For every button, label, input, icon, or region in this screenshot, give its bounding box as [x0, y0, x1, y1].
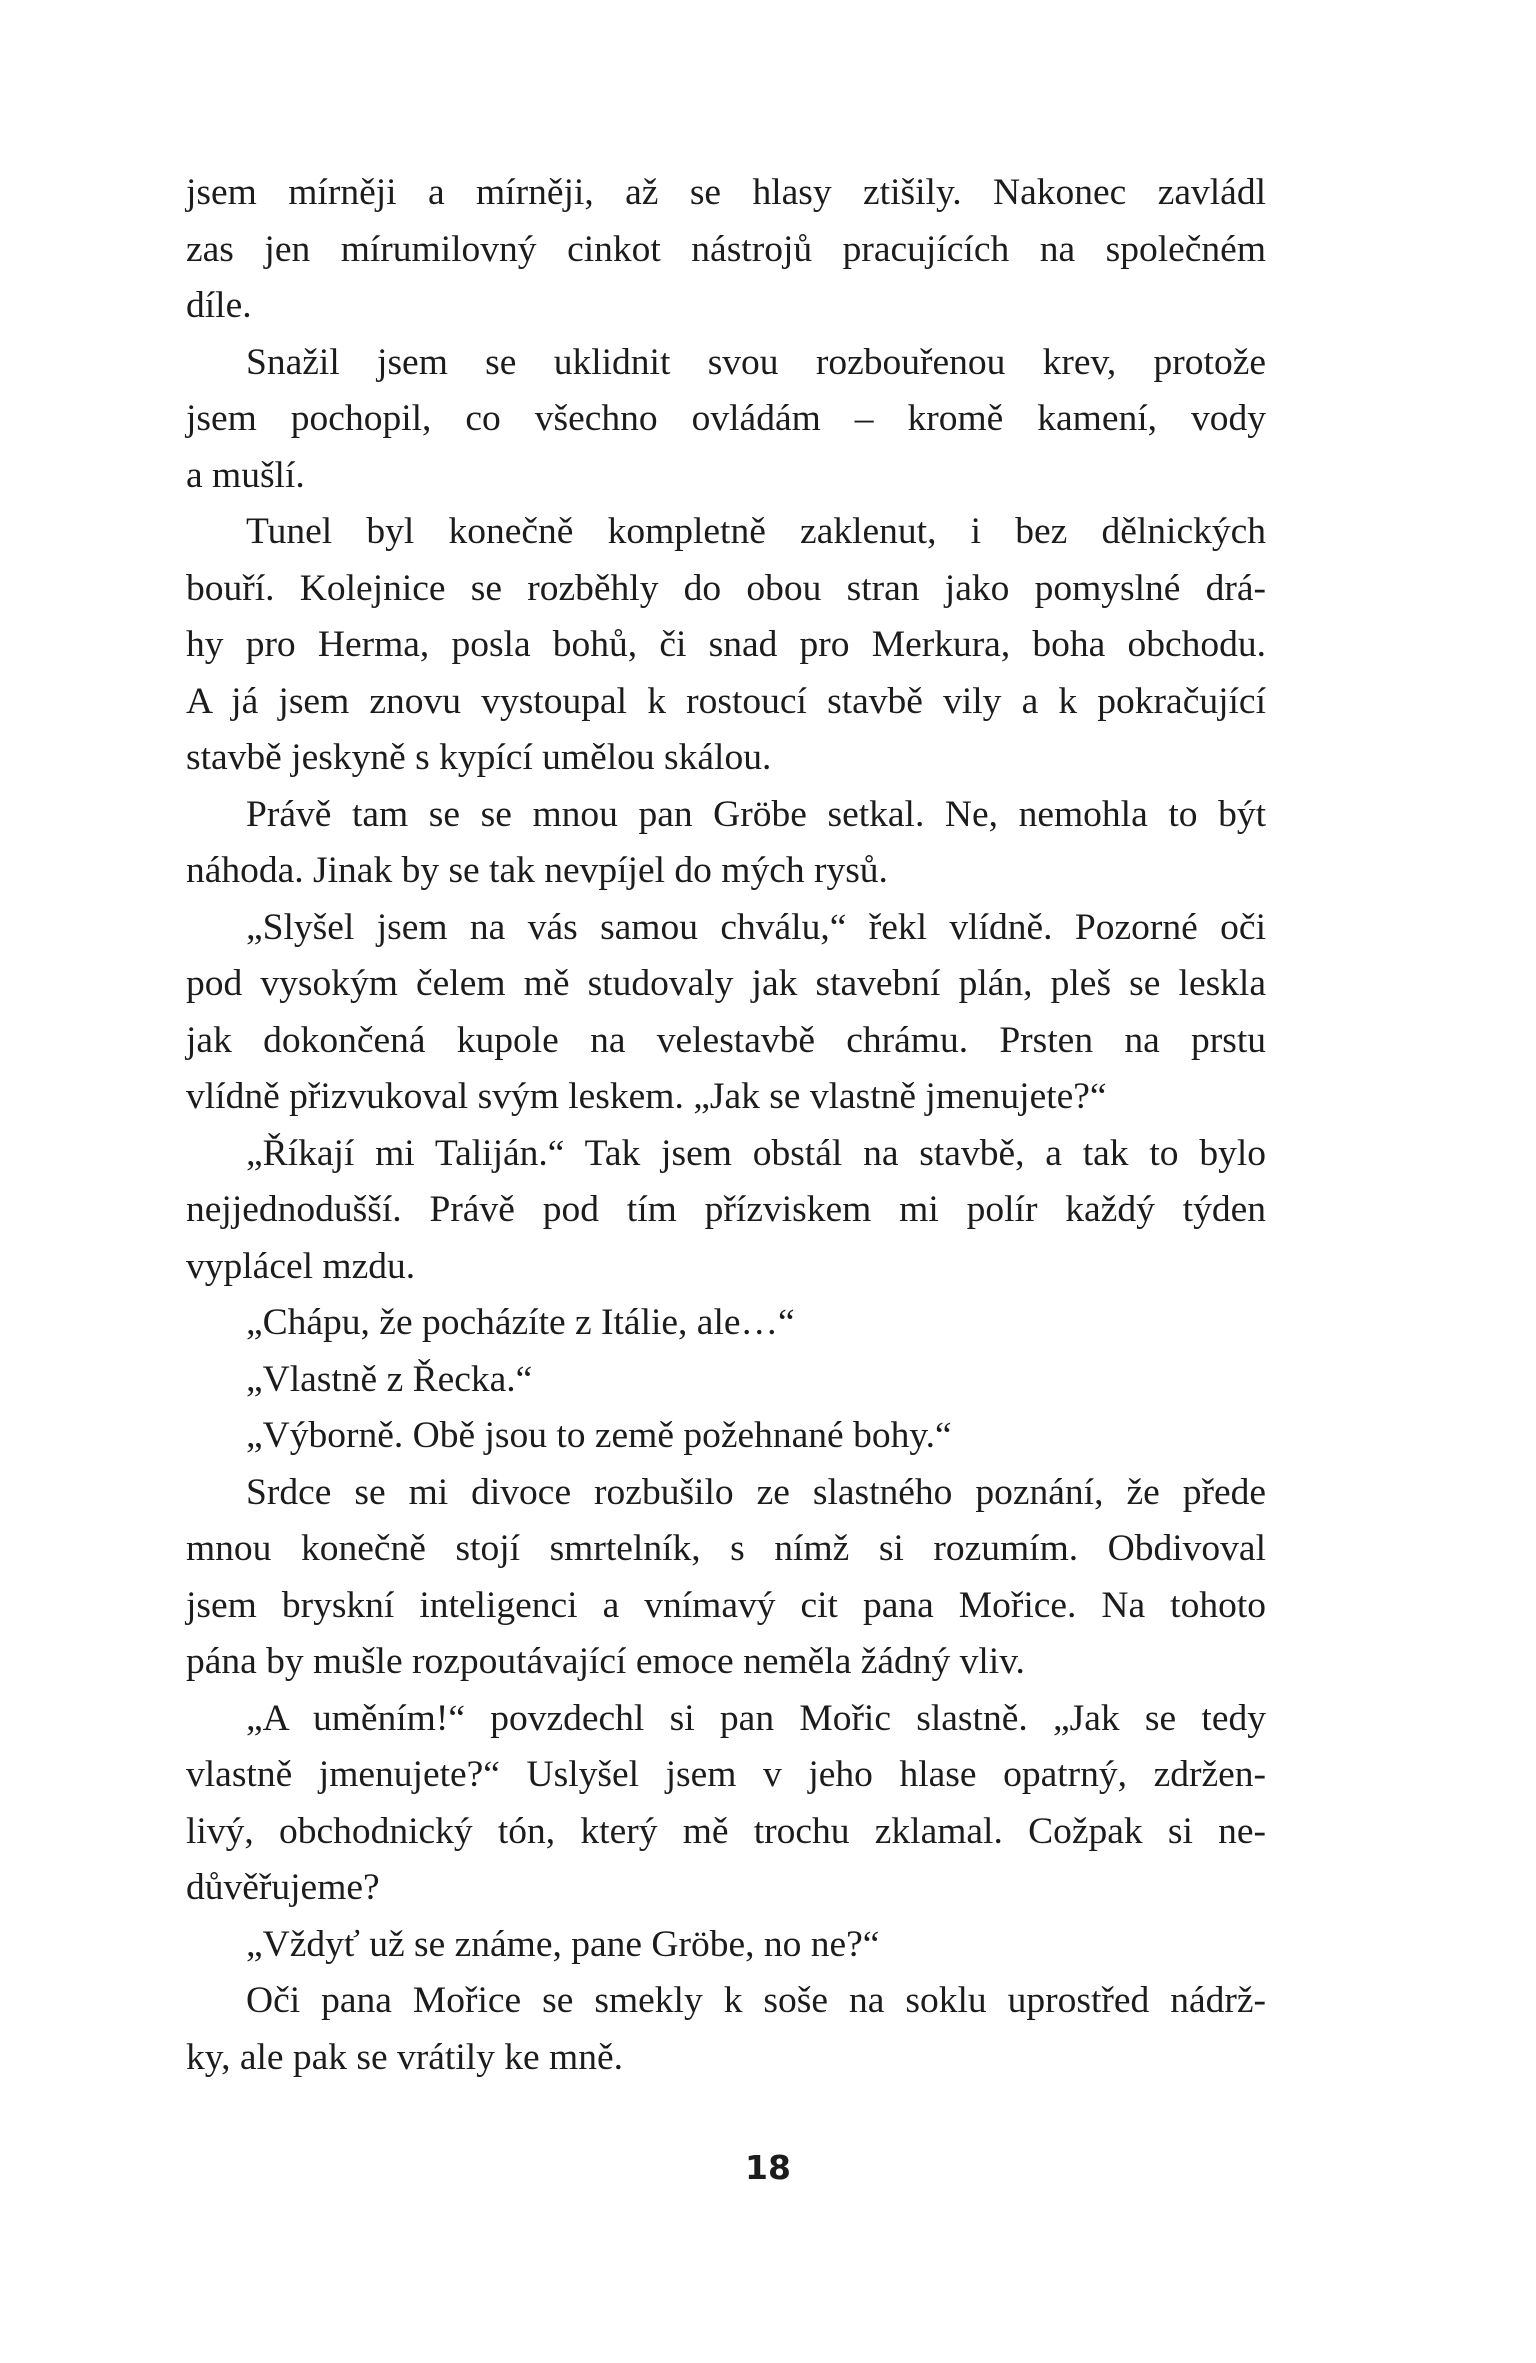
- text-line: A já jsem znovu vystoupal k rostoucí stavbě vily a k pokračující: [186, 680, 1266, 722]
- text-line: jsem bryskní inteligenci a vnímavý cit pana Mořice. Na tohoto: [186, 1584, 1266, 1626]
- text-line: zas jen mírumilovný cinkot nástrojů pracujících na společném: [186, 228, 1266, 270]
- text-line: „Slyšel jsem na vás samou chválu,“ řekl vlídně. Pozorné oči: [246, 906, 1266, 948]
- text-line: vyplácel mzdu.: [186, 1245, 416, 1287]
- text-line: díle.: [186, 285, 252, 326]
- text-line: „Říkají mi Taliján.“ Tak jsem obstál na stavbě, a tak to bylo: [246, 1132, 1266, 1174]
- text-line: „Chápu, že pocházíte z Itálie, ale…“: [246, 1302, 795, 1343]
- text-line: bouří. Kolejnice se rozběhly do obou stran jako pomyslné drá-: [186, 567, 1266, 609]
- text-line: a mušlí.: [186, 454, 305, 496]
- text-line: důvěřujeme?: [186, 1867, 380, 1908]
- text-line: livý, obchodnický tón, který mě trochu zklamal. Cožpak si ne-: [186, 1810, 1266, 1852]
- text-line: náhoda. Jinak by se tak nevpíjel do mých rysů.: [186, 850, 888, 891]
- text-line: pod vysokým čelem mě studovaly jak stavební plán, pleš se leskla: [186, 963, 1266, 1004]
- text-line: „A uměním!“ povzdechl si pan Mořic slastně. „Jak se tedy: [246, 1697, 1266, 1739]
- text-line: mnou konečně stojí smrtelník, s nímž si rozumím. Obdivoval: [186, 1528, 1266, 1569]
- text-line: nejjednodušší. Právě pod tím přízviskem mi polír každý týden: [186, 1189, 1266, 1230]
- text-line: jak dokončená kupole na velestavbě chrámu. Prsten na prstu: [186, 1019, 1266, 1061]
- text-line: stavbě jeskyně s kypící umělou skálou.: [186, 737, 772, 778]
- text-line: jsem mírněji a mírněji, až se hlasy ztišily. Nakonec zavládl: [186, 172, 1266, 213]
- text-line: vlastně jmenujete?“ Uslyšel jsem v jeho hlase opatrný, zdržen-: [186, 1754, 1266, 1795]
- text-line: Oči pana Mořice se smekly k soše na soklu uprostřed nádrž-: [246, 1980, 1266, 2021]
- text-line: Srdce se mi divoce rozbušilo ze slastného poznání, že přede: [246, 1471, 1266, 1513]
- text-line: „Vždyť už se známe, pane Gröbe, no ne?“: [246, 1923, 880, 1965]
- text-line: Snažil jsem se uklidnit svou rozbouřenou krev, protože: [246, 341, 1266, 383]
- text-line: pána by mušle rozpoutávající emoce neměla žádný vliv.: [186, 1641, 1025, 1682]
- text-line: ky, ale pak se vrátily ke mně.: [186, 2036, 623, 2078]
- text-line: Tunel byl konečně kompletně zaklenut, i bez dělnických: [246, 511, 1266, 552]
- text-line: jsem pochopil, co všechno ovládám – kromě kamení, vody: [186, 398, 1266, 439]
- text-line: „Výborně. Obě jsou to země požehnané bohy.“: [246, 1415, 952, 1456]
- text-line: „Vlastně z Řecka.“: [246, 1358, 533, 1400]
- text-line: vlídně přizvukoval svým leskem. „Jak se vlastně jmenujete?“: [186, 1076, 1107, 1117]
- text-line: Právě tam se se mnou pan Gröbe setkal. Ne, nemohla to být: [246, 793, 1266, 835]
- text-line: hy pro Herma, posla bohů, či snad pro Merkura, boha obchodu.: [186, 624, 1266, 665]
- page-number: 18: [745, 2148, 791, 2187]
- body-text: [186, 165, 1266, 2086]
